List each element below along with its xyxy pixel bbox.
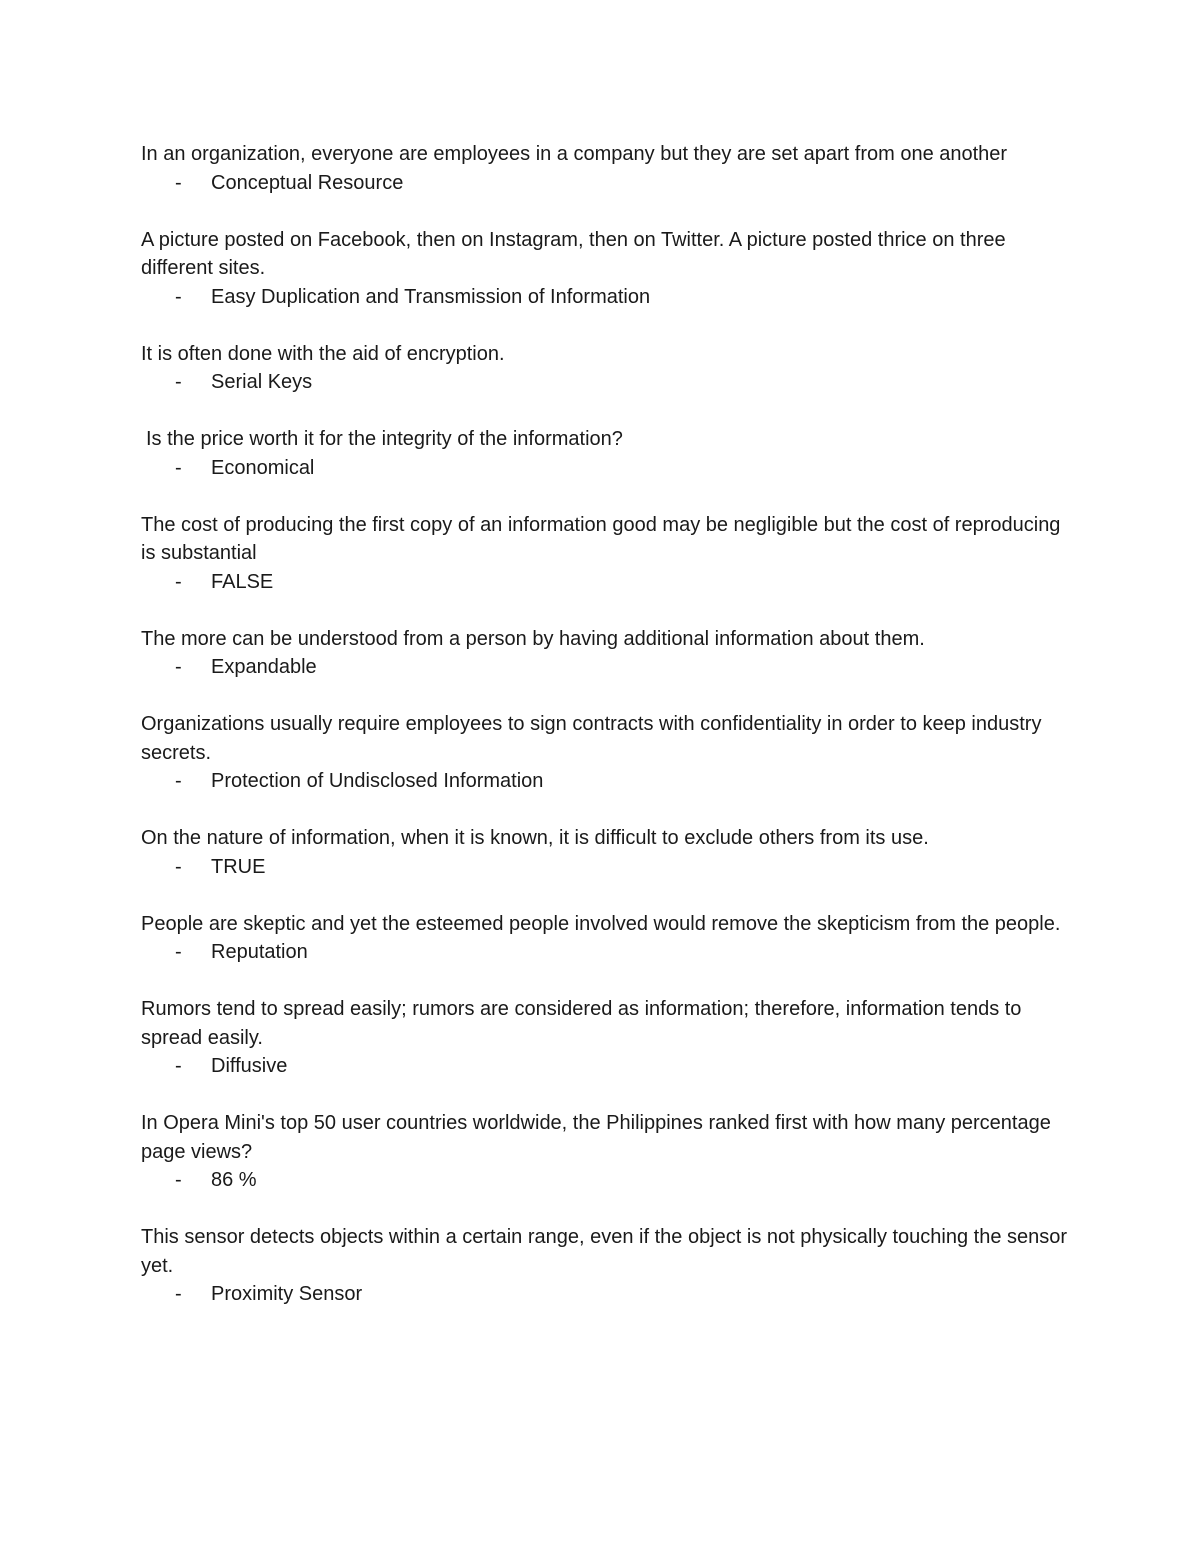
dash-bullet: - (175, 570, 182, 593)
answer-row (141, 853, 1071, 882)
question-text: On the nature of information, when it is known, it is difficult to exclude others from its use. (141, 827, 929, 849)
dash-bullet: - (175, 171, 182, 194)
answer-text: 86 % (211, 1169, 257, 1191)
answer-text: Serial Keys (211, 371, 313, 393)
answer-row (141, 767, 1071, 796)
answer-row (141, 169, 1071, 198)
qa-item (141, 425, 1071, 482)
dash-bullet: - (175, 456, 182, 479)
qa-item (141, 140, 1071, 197)
question-text: In an organization, everyone are employees in a company but they are set apart from one another (141, 143, 1008, 165)
question-text: Is the price worth it for the integrity of the information? (146, 428, 623, 450)
answer-row (141, 938, 1071, 967)
answer-text: FALSE (211, 570, 274, 593)
answer-row (141, 283, 1071, 312)
answer-row (141, 1166, 1071, 1195)
answer-text: Expandable (211, 656, 317, 678)
question-text: In Opera Mini's top 50 user countries worldwide, the Philippines ranked first with how many percentage page views? (141, 1112, 1051, 1163)
question-text: Organizations usually require employees to sign contracts with confidentiality in order to keep industry secrets. (141, 713, 1042, 764)
qa-item (141, 995, 1071, 1081)
answer-row (141, 653, 1071, 682)
answer-text: Protection of Undisclosed Information (211, 770, 544, 792)
qa-item (141, 1109, 1071, 1195)
qa-item (141, 625, 1071, 682)
dash-bullet: - (175, 941, 182, 963)
question-text: The cost of producing the first copy of an information good may be negligible but the cost of reproducing is substantial (141, 513, 1061, 564)
question-text: It is often done with the aid of encryption. (141, 342, 505, 365)
dash-bullet: - (175, 1055, 182, 1077)
answer-row (141, 368, 1071, 397)
answer-text: Diffusive (211, 1055, 288, 1077)
answer-row (141, 1052, 1071, 1081)
answer-text: TRUE (211, 855, 266, 878)
qa-item (141, 1223, 1071, 1309)
qa-item (141, 340, 1071, 397)
qa-item (141, 511, 1071, 597)
answer-text: Easy Duplication and Transmission of Information (211, 285, 651, 308)
dash-bullet: - (175, 285, 182, 308)
question-text: A picture posted on Facebook, then on Instagram, then on Twitter. A picture posted thrice on three different sites. (141, 228, 1006, 279)
qa-item (141, 824, 1071, 881)
question-text: Rumors tend to spread easily; rumors are considered as information; therefore, information tends to spread easily. (141, 998, 1022, 1049)
question-text: People are skeptic and yet the esteemed people involved would remove the skepticism from the people. (141, 912, 1061, 935)
dash-bullet: - (175, 770, 182, 792)
question-text: This sensor detects objects within a certain range, even if the object is not physically touching the sensor yet. (141, 1226, 1068, 1277)
answer-text: Conceptual Resource (211, 171, 404, 194)
question-text: The more can be understood from a person by having additional information about them. (141, 627, 925, 650)
answer-text: Reputation (211, 941, 308, 963)
dash-bullet: - (175, 1283, 182, 1305)
dash-bullet: - (175, 656, 182, 678)
answer-text: Economical (211, 456, 315, 479)
answer-text: Proximity Sensor (211, 1283, 363, 1305)
dash-bullet: - (175, 855, 182, 878)
document-body (141, 140, 1071, 1337)
qa-item (141, 710, 1071, 796)
qa-item (141, 226, 1071, 312)
answer-row (141, 1280, 1071, 1309)
answer-row (141, 454, 1071, 483)
dash-bullet: - (175, 1169, 182, 1191)
answer-row (141, 568, 1071, 597)
qa-item (141, 910, 1071, 967)
dash-bullet: - (175, 371, 182, 393)
